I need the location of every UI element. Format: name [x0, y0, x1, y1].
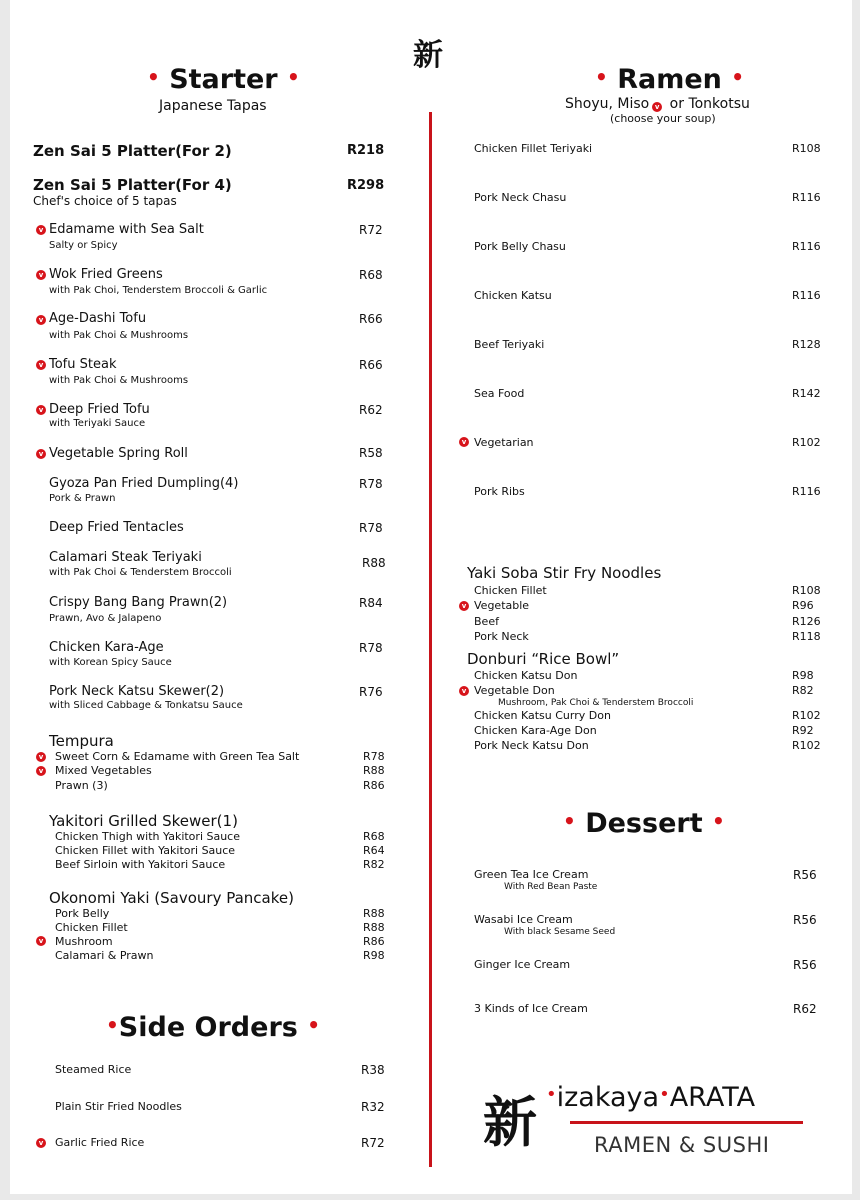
list-item-name: Vegetable Don: [474, 684, 555, 697]
logo-tagline: RAMEN & SUSHI: [594, 1133, 770, 1157]
list-item-desc: With black Sesame Seed: [504, 927, 616, 937]
list-item-price: R98: [792, 669, 814, 682]
list-item-price: R78: [359, 641, 383, 655]
list-item-name: Edamame with Sea Salt: [49, 222, 204, 237]
vegetarian-icon: v: [459, 686, 469, 696]
logo-underline: [570, 1121, 803, 1124]
list-item-name: Chicken Thigh with Yakitori Sauce: [55, 830, 241, 843]
list-item-desc: Pork & Prawn: [49, 493, 116, 504]
list-item-price: R88: [363, 907, 385, 920]
vegetarian-icon: v: [36, 225, 46, 235]
list-item-name: Pork Belly: [55, 907, 110, 920]
list-item-price: R64: [363, 844, 385, 857]
list-item-price: R78: [359, 477, 383, 491]
list-item-name: Chicken Katsu Don: [474, 669, 578, 682]
list-item-name: Pork Neck Katsu Don: [474, 739, 589, 752]
starter-title: • Starter •: [147, 64, 300, 95]
ramen-note: (choose your soup): [610, 112, 716, 125]
list-item-desc: with Korean Spicy Sauce: [49, 657, 172, 668]
vegetarian-icon: v: [36, 405, 46, 415]
logo-name: •izakaya•ARATA: [546, 1082, 756, 1113]
list-item-name: Wok Fried Greens: [49, 267, 163, 282]
list-item-name: Deep Fried Tofu: [49, 402, 150, 417]
list-item-name: Pork Neck Katsu Skewer(2): [49, 684, 225, 699]
list-item-name: Chicken Kara-Age Don: [474, 724, 597, 737]
list-item-name: Beef Teriyaki: [474, 338, 545, 351]
list-item-price: R78: [359, 521, 383, 535]
list-item-name: Steamed Rice: [55, 1063, 132, 1076]
list-item-name: Calamari & Prawn: [55, 949, 154, 962]
ramen-subtitle: Shoyu, Miso v or Tonkotsu: [565, 96, 750, 112]
list-item-name: Age-Dashi Tofu: [49, 311, 147, 326]
list-item-name: Pork Belly Chasu: [474, 240, 566, 253]
list-item-price: R62: [359, 403, 383, 417]
list-item-price: R116: [792, 240, 821, 253]
list-item-desc: with Pak Choi & Mushrooms: [49, 330, 189, 341]
list-item-price: R116: [792, 191, 821, 204]
list-item-name: Deep Fried Tentacles: [49, 520, 184, 535]
list-item-name: Crispy Bang Bang Prawn(2): [49, 595, 228, 610]
list-item-name: Chicken Fillet: [474, 584, 547, 597]
list-item-price: R66: [359, 312, 383, 326]
list-item-name: Calamari Steak Teriyaki: [49, 550, 202, 565]
vegetarian-icon: v: [459, 601, 469, 611]
list-item-price: R72: [359, 223, 383, 237]
header-kanji: 新: [413, 38, 443, 73]
list-item-desc: with Pak Choi, Tenderstem Broccoli & Garlic: [49, 285, 268, 296]
list-item-price: R126: [792, 615, 821, 628]
ramen-title: • Ramen •: [595, 64, 745, 95]
list-item-name: Chicken Fillet with Yakitori Sauce: [55, 844, 236, 857]
yakisoba-title: Yaki Soba Stir Fry Noodles: [467, 564, 662, 582]
list-item-name: Chicken Katsu Curry Don: [474, 709, 611, 722]
list-item-price: R86: [363, 935, 385, 948]
list-item-price: R102: [792, 739, 821, 752]
list-item-price: R96: [792, 599, 814, 612]
list-item-price: R82: [792, 684, 814, 697]
list-item-name: Garlic Fried Rice: [55, 1136, 145, 1149]
list-item-desc: with Pak Choi & Mushrooms: [49, 375, 189, 386]
list-item-price: R116: [792, 485, 821, 498]
list-item-price: R72: [361, 1136, 385, 1150]
list-item-price: R78: [363, 750, 385, 763]
menu-page: [10, 0, 852, 1194]
list-item-name: Vegetable Spring Roll: [49, 446, 188, 461]
list-item-name: Pork Neck: [474, 630, 529, 643]
list-item-name: Pork Neck Chasu: [474, 191, 567, 204]
list-item-price: R56: [793, 913, 817, 927]
vegetarian-icon: v: [36, 360, 46, 370]
list-item-price: R38: [361, 1063, 385, 1077]
platter-name: Zen Sai 5 Platter(For 4): [33, 176, 232, 194]
list-item-name: Chicken Kara-Age: [49, 640, 164, 655]
list-item-name: Chicken Fillet: [55, 921, 128, 934]
vegetarian-icon: v: [36, 449, 46, 459]
list-item-price: R92: [792, 724, 814, 737]
vegetarian-icon: v: [459, 437, 469, 447]
list-item-price: R66: [359, 358, 383, 372]
vegetarian-icon: v: [36, 270, 46, 280]
tempura-title: Tempura: [49, 732, 114, 750]
platter-desc: Chef's choice of 5 tapas: [33, 194, 177, 208]
platter-name: Zen Sai 5 Platter(For 2): [33, 142, 232, 160]
logo-kanji: 新: [483, 1090, 537, 1154]
list-item-name: Chicken Fillet Teriyaki: [474, 142, 593, 155]
list-item-price: R88: [363, 764, 385, 777]
list-item-price: R82: [363, 858, 385, 871]
vegetarian-icon: v: [36, 1138, 46, 1148]
list-item-name: Pork Ribs: [474, 485, 525, 498]
list-item-name: Green Tea Ice Cream: [474, 868, 589, 881]
list-item-name: 3 Kinds of Ice Cream: [474, 1002, 588, 1015]
okonomi-title: Okonomi Yaki (Savoury Pancake): [49, 889, 294, 907]
list-item-name: Plain Stir Fried Noodles: [55, 1100, 182, 1113]
list-item-price: R128: [792, 338, 821, 351]
list-item-name: Wasabi Ice Cream: [474, 913, 573, 926]
list-item-name: Mushroom: [55, 935, 113, 948]
list-item-name: Ginger Ice Cream: [474, 958, 571, 971]
list-item-name: Chicken Katsu: [474, 289, 552, 302]
list-item-price: R56: [793, 868, 817, 882]
list-item-price: R76: [359, 685, 383, 699]
list-item-name: Vegetarian: [474, 436, 534, 449]
list-item-price: R56: [793, 958, 817, 972]
list-item-name: Gyoza Pan Fried Dumpling(4): [49, 476, 239, 491]
list-item-desc: with Sliced Cabbage & Tonkatsu Sauce: [49, 700, 243, 711]
platter-price: R218: [347, 143, 385, 158]
list-item-name: Beef Sirloin with Yakitori Sauce: [55, 858, 226, 871]
vegetarian-icon: v: [652, 102, 662, 112]
list-item-price: R142: [792, 387, 821, 400]
list-item-price: R88: [363, 921, 385, 934]
vegetarian-icon: v: [36, 766, 46, 776]
list-item-price: R102: [792, 709, 821, 722]
list-item-desc: with Pak Choi & Tenderstem Broccoli: [49, 567, 232, 578]
donburi-title: Donburi “Rice Bowl”: [467, 650, 620, 668]
list-item-price: R58: [359, 446, 383, 460]
list-item-price: R68: [359, 268, 383, 282]
list-item-desc: Mushroom, Pak Choi & Tenderstem Broccoli: [498, 698, 694, 708]
list-item-price: R86: [363, 779, 385, 792]
list-item-price: R62: [793, 1002, 817, 1016]
list-item-name: Vegetable: [474, 599, 530, 612]
list-item-price: R32: [361, 1100, 385, 1114]
dessert-title: • Dessert •: [563, 808, 725, 839]
list-item-name: Prawn (3): [55, 779, 108, 792]
list-item-name: Sweet Corn & Edamame with Green Tea Salt: [55, 750, 300, 763]
list-item-price: R88: [362, 556, 386, 570]
list-item-price: R118: [792, 630, 821, 643]
list-item-price: R68: [363, 830, 385, 843]
platter-price: R298: [347, 178, 385, 193]
starter-subtitle: Japanese Tapas: [159, 98, 267, 114]
list-item-name: Mixed Vegetables: [55, 764, 152, 777]
vegetarian-icon: v: [36, 315, 46, 325]
vegetarian-icon: v: [36, 752, 46, 762]
sides-title: •Side Orders •: [106, 1012, 321, 1043]
list-item-price: R84: [359, 596, 383, 610]
list-item-price: R98: [363, 949, 385, 962]
column-divider: [429, 112, 432, 1167]
list-item-desc: With Red Bean Paste: [504, 882, 598, 892]
list-item-price: R116: [792, 289, 821, 302]
list-item-desc: with Teriyaki Sauce: [49, 418, 146, 429]
list-item-desc: Salty or Spicy: [49, 240, 118, 251]
list-item-desc: Prawn, Avo & Jalapeno: [49, 613, 162, 624]
yakitori-title: Yakitori Grilled Skewer(1): [49, 812, 238, 830]
list-item-price: R108: [792, 584, 821, 597]
list-item-name: Sea Food: [474, 387, 525, 400]
list-item-price: R108: [792, 142, 821, 155]
list-item-name: Tofu Steak: [49, 357, 117, 372]
list-item-name: Beef: [474, 615, 499, 628]
vegetarian-icon: v: [36, 936, 46, 946]
list-item-price: R102: [792, 436, 821, 449]
